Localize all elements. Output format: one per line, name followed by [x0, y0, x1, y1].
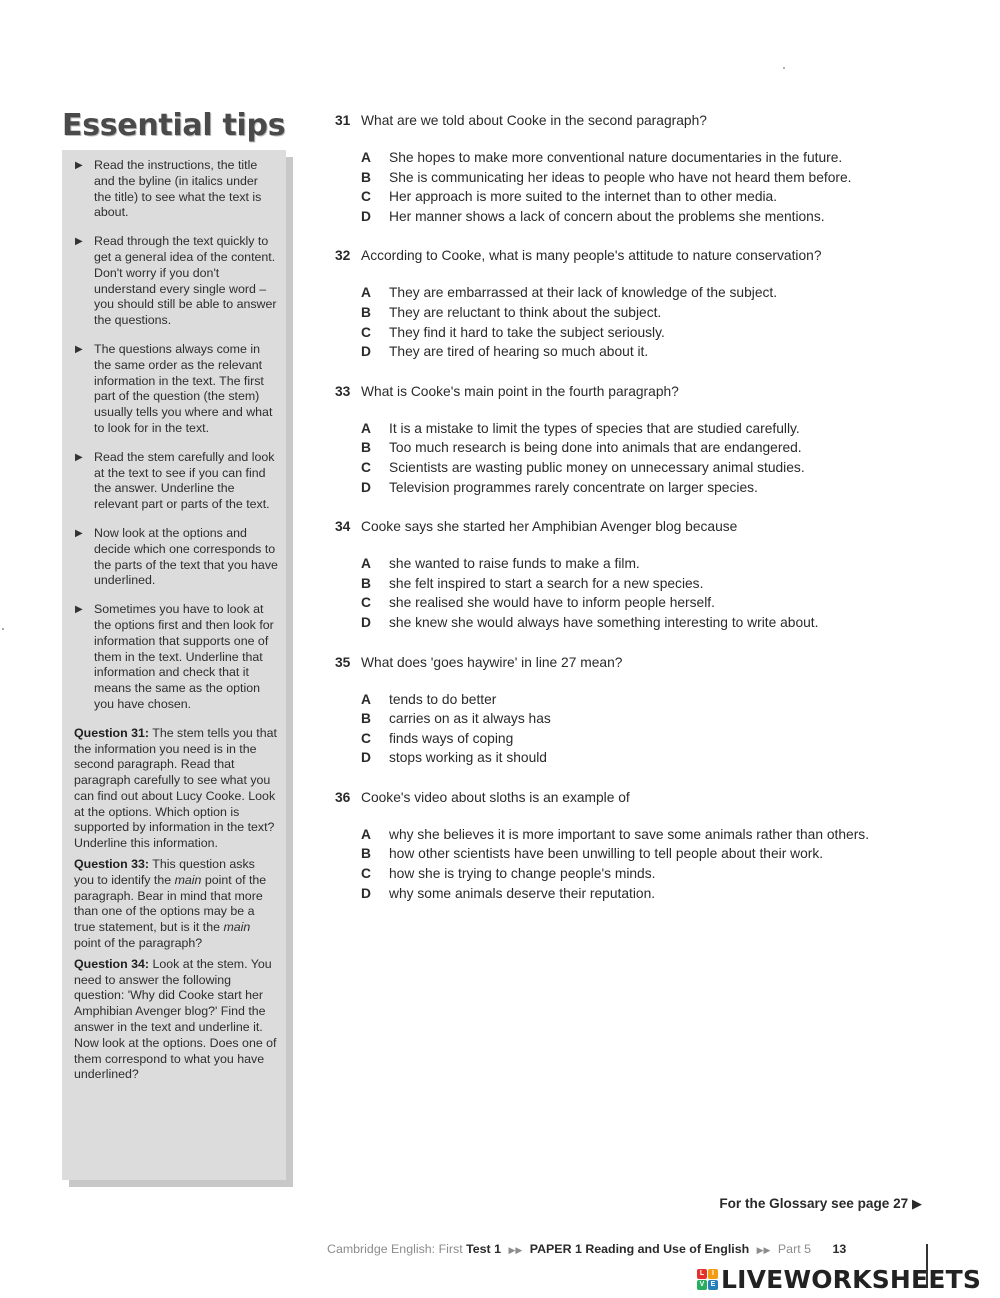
footer-paper: PAPER 1 — [529, 1242, 582, 1256]
double-chevron-icon: ▶▶ — [508, 1245, 523, 1255]
page-number: 13 — [832, 1242, 847, 1256]
footer-brand: Cambridge English: First — [327, 1242, 463, 1256]
bullet-triangle-icon: ▶ — [75, 527, 83, 539]
footer-test: Test 1 — [466, 1242, 501, 1256]
question-number: 35 — [335, 654, 351, 670]
tip-item: ▶ Read through the text quickly to get a general idea of the content. Don't worry if you don't understand every single word – you should still be able to answer the questions. — [75, 234, 277, 328]
liveworksheets-icon: L I V E — [697, 1269, 718, 1290]
question-33-tip: Question 33: This question asks you to identify the main point of the paragraph. Bear in mind that more than one of the options may be a true statement, but is it the main point of the paragraph? — [74, 857, 267, 951]
liveworksheets-logo — [697, 1263, 981, 1295]
tip-item: ▶ Sometimes you have to look at the options first and then look for information that supports one of them in the text. Underline that information and check that it means the same as the option you have chosen. — [75, 602, 274, 711]
double-chevron-icon: ▶▶ — [756, 1245, 771, 1255]
tip-item: ▶ Read the instructions, the title and the byline (in italics under the title) to see what the text is about. — [75, 158, 262, 220]
option-b[interactable]: B she felt inspired to start a search for a new species. — [361, 575, 704, 591]
question-number: 31 — [335, 113, 351, 128]
option-a[interactable]: A why she believes it is more important to save some animals rather than others. — [361, 826, 870, 842]
question-number: 32 — [335, 248, 351, 264]
option-c[interactable]: C how she is trying to change people's minds. — [361, 866, 656, 882]
option-d[interactable]: D stops working as it should — [361, 750, 547, 766]
option-a[interactable]: A It is a mistake to limit the types of species that are studied carefully. — [361, 420, 800, 436]
question-36 — [335, 788, 955, 903]
option-d[interactable]: D why some animals deserve their reputation. — [361, 885, 656, 901]
option-a[interactable]: A She hopes to make more conventional nature documentaries in the future. — [361, 150, 843, 165]
option-c[interactable]: C finds ways of coping — [361, 730, 514, 746]
option-b[interactable]: B carries on as it always has — [361, 711, 551, 727]
liveworksheets-wordmark: LIVEWORKSHEETS — [721, 1264, 982, 1294]
glossary-reference: For the Glossary see page 27 ▶ — [719, 1196, 922, 1211]
question-stem: What does 'goes haywire' in line 27 mean? — [361, 654, 623, 670]
question-32 — [335, 246, 955, 361]
bullet-triangle-icon: ▶ — [75, 604, 83, 616]
option-d[interactable]: D she knew she would always have something interesting to write about. — [361, 614, 819, 630]
option-c[interactable]: C Her approach is more suited to the internet than to other media. — [361, 189, 778, 205]
bullet-triangle-icon: ▶ — [75, 451, 83, 463]
question-stem: What are we told about Cooke in the second paragraph? — [361, 113, 707, 128]
question-35 — [335, 653, 955, 768]
option-a[interactable]: A tends to do better — [361, 691, 497, 707]
question-34 — [335, 517, 955, 632]
tip-item: ▶ The questions always come in the same order as the relevant information in the text. The first part of the question (the stem) usually tells you where and what to look for in the text. — [75, 341, 273, 435]
option-c[interactable]: C she realised she would have to inform people herself. — [361, 595, 715, 611]
option-d[interactable]: D Television programmes rarely concentrate on larger species. — [361, 479, 758, 495]
question-stem: Cooke's video about sloths is an example of — [361, 789, 630, 805]
question-33 — [335, 382, 955, 497]
option-b[interactable]: B how other scientists have been unwilling to tell people about their work. — [361, 846, 824, 862]
option-a[interactable]: A she wanted to raise funds to make a film. — [361, 556, 640, 572]
scan-speck — [783, 67, 785, 69]
tip-item: ▶ Read the stem carefully and look at the text to see if you can find the answer. Underline the relevant part or parts of the text. — [75, 449, 275, 512]
option-c[interactable]: C They find it hard to take the subject seriously. — [361, 324, 665, 340]
option-b[interactable]: B Too much research is being done into animals that are endangered. — [361, 440, 802, 456]
essential-tips-panel — [62, 150, 286, 1180]
question-stem: Cooke says she started her Amphibian Avenger blog because — [361, 519, 738, 535]
bullet-triangle-icon: ▶ — [75, 343, 83, 355]
question-stem: What is Cooke's main point in the fourth paragraph? — [361, 383, 679, 399]
option-c[interactable]: C Scientists are wasting public money on unnecessary animal studies. — [361, 459, 805, 475]
question-31-tip: Question 31: The stem tells you that the information you need is in the second paragraph. Read that paragraph carefully to see what you can find out about Lucy Cooke. Look at the options. Which option is supported by information in the text? Underline this information. — [74, 725, 277, 851]
option-d[interactable]: D They are tired of hearing so much about it. — [361, 344, 649, 360]
question-number: 33 — [335, 383, 351, 399]
bullet-triangle-icon: ▶ — [75, 160, 83, 171]
tip-item: ▶ Now look at the options and decide which one corresponds to the parts of the text that you have underlined. — [75, 525, 278, 588]
triangle-right-icon: ▶ — [912, 1196, 922, 1211]
option-b[interactable]: B They are reluctant to think about the subject. — [361, 304, 662, 320]
scan-speck — [2, 628, 4, 630]
bullet-triangle-icon: ▶ — [75, 236, 83, 248]
question-stem: According to Cooke, what is many people's attitude to nature conservation? — [361, 248, 822, 264]
page-footer — [327, 1242, 846, 1256]
question-number: 34 — [335, 519, 351, 535]
question-number: 36 — [335, 789, 351, 805]
footer-section: Reading and Use of English — [585, 1242, 750, 1256]
tips-list — [74, 158, 278, 713]
question-31 — [335, 111, 955, 226]
option-b[interactable]: B She is communicating her ideas to people who have not heard them before. — [361, 169, 852, 185]
option-d[interactable]: D Her manner shows a lack of concern about the problems she mentions. — [361, 208, 825, 224]
option-a[interactable]: A They are embarrassed at their lack of knowledge of the subject. — [361, 285, 778, 301]
footer-part: Part 5 — [777, 1242, 811, 1256]
questions-section — [335, 111, 955, 923]
tips-title: Essential tips — [62, 108, 286, 143]
question-34-tip: Question 34: Look at the stem. You need to answer the following question: 'Why did Cooke start her Amphibian Avenger blog?' Find the answer in the text and underline it. Now look at the options. Does one of them correspond to what you have underlined? — [74, 956, 277, 1082]
